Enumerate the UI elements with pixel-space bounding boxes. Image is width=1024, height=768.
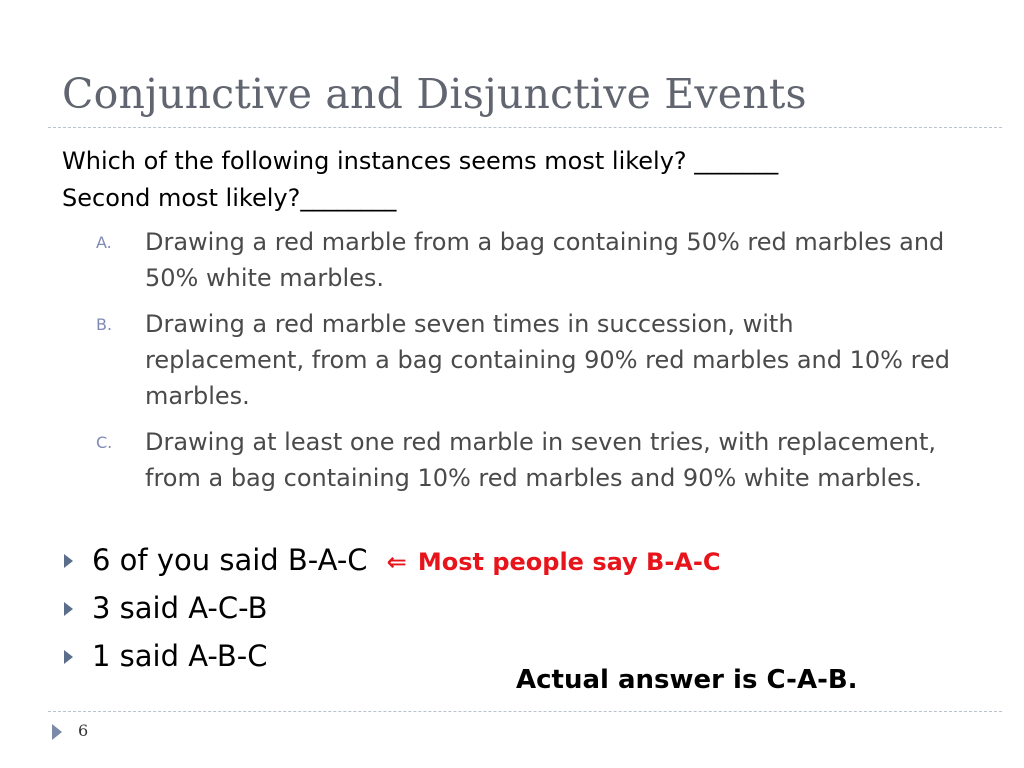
result-text: 3 said A-C-B: [92, 591, 268, 625]
options-list: [96, 224, 956, 506]
triangle-right-icon: [64, 602, 73, 616]
option-b: [96, 306, 956, 414]
actual-answer: Actual answer is C-A-B.: [516, 665, 858, 695]
triangle-right-icon: [64, 650, 73, 664]
option-marker: B.: [96, 315, 113, 334]
page-number: 6: [78, 721, 89, 740]
results-list: [62, 540, 720, 684]
question-line-1: Which of the following instances seems most likely? _______: [62, 147, 779, 175]
question-block: [62, 143, 778, 217]
result-text: 6 of you said B-A-C: [92, 543, 368, 577]
option-text: Drawing at least one red marble in seven tries, with replacement, from a bag containing 10% red marbles and 90% white marbles.: [145, 428, 937, 492]
option-c: [96, 424, 956, 496]
title-divider: [48, 127, 1002, 128]
result-item: [62, 588, 720, 636]
option-text: Drawing a red marble from a bag containing 50% red marbles and 50% white marbles.: [145, 228, 945, 292]
option-a: [96, 224, 956, 296]
highlight-note: Most people say B-A-C: [417, 548, 721, 576]
option-marker: C.: [96, 433, 113, 452]
result-text: 1 said A-B-C: [92, 639, 268, 673]
triangle-right-icon: [64, 554, 73, 568]
option-text: Drawing a red marble seven times in succession, with replacement, from a bag containing 90% red marbles and 10% red marbles.: [145, 310, 950, 410]
left-arrow-icon: ⇐: [386, 548, 407, 576]
triangle-right-icon: [52, 724, 62, 740]
result-item: [62, 540, 720, 588]
slide-title: Conjunctive and Disjunctive Events: [62, 70, 807, 118]
question-line-2: Second most likely?________: [62, 184, 397, 212]
footer-divider: [48, 711, 1002, 712]
option-marker: A.: [96, 233, 112, 252]
